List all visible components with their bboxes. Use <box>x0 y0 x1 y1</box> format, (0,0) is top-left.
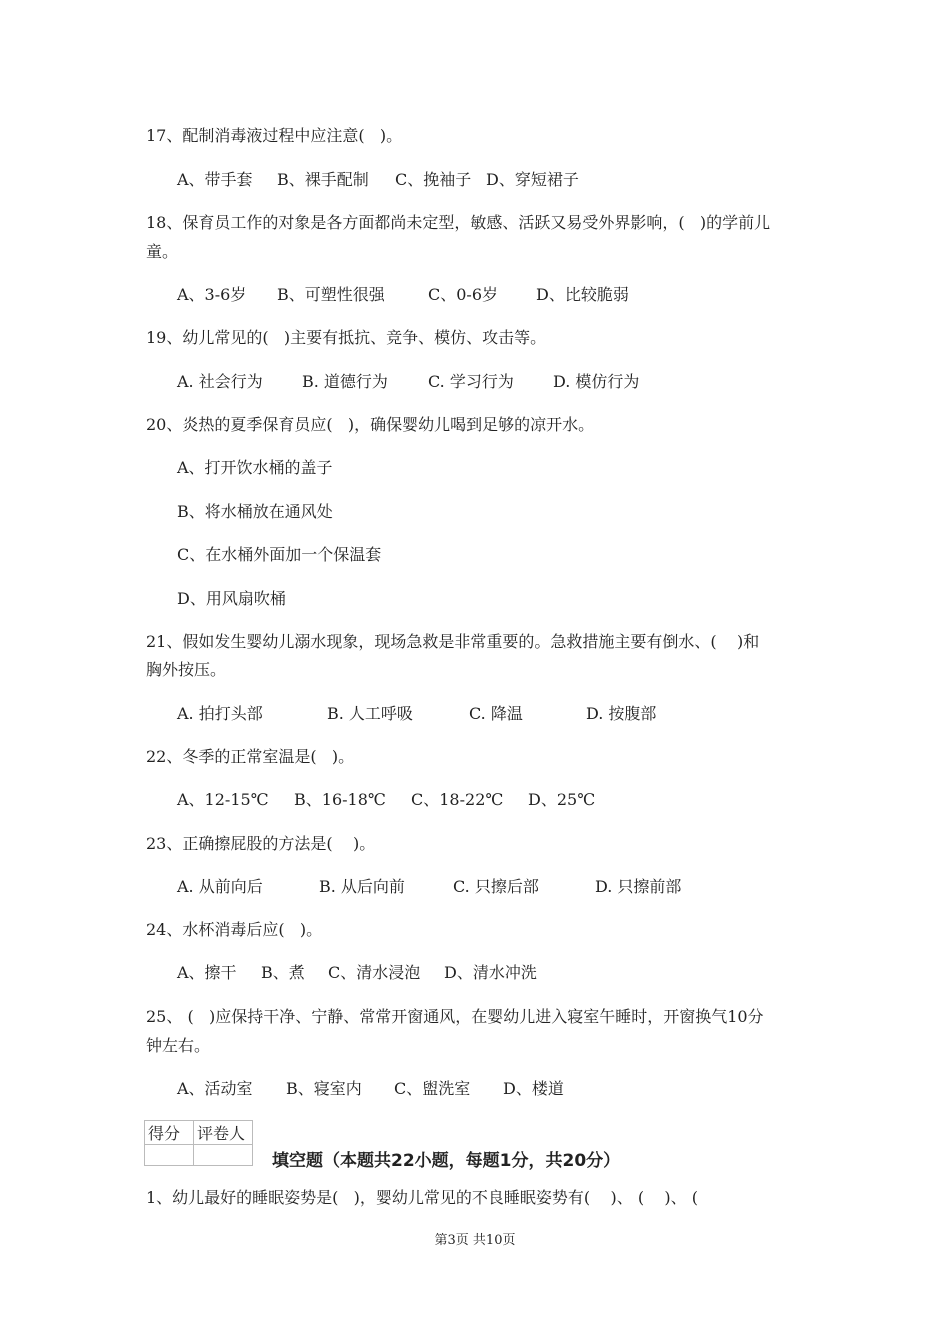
q24-stem: 24、水杯消毒后应( )。 <box>146 920 323 939</box>
q20-option-b: B、将水桶放在通风处 <box>177 502 333 521</box>
q21-option-c: C. 降温 <box>469 704 523 723</box>
section-title: 填空题（本题共22小题，每题1分，共20分） <box>272 1151 621 1171</box>
q21-option-d: D. 按腹部 <box>586 704 657 723</box>
q25-stem-line2: 钟左右。 <box>146 1036 211 1055</box>
q19-option-c: C. 学习行为 <box>428 372 514 391</box>
score-label: 得分 <box>145 1121 194 1145</box>
q25-stem-line1: 25、 ( )应保持干净、宁静、常常开窗通风，在婴幼儿进入寝室午睡时，开窗换气10分 <box>146 1007 764 1026</box>
q22-stem: 22、冬季的正常室温是( )。 <box>146 747 355 766</box>
q18-stem-line2: 童。 <box>146 242 179 261</box>
q18-stem-line1: 18、保育员工作的对象是各方面都尚未定型，敏感、活跃又易受外界影响，( )的学前儿 <box>146 213 771 232</box>
q21-option-a: A. 拍打头部 <box>177 704 263 723</box>
q25-option-c: C、盥洗室 <box>394 1079 471 1098</box>
q17-stem: 17、配制消毒液过程中应注意( )。 <box>146 126 403 145</box>
q23-option-b: B. 从后向前 <box>319 877 405 896</box>
q20-option-c: C、在水桶外面加一个保温套 <box>177 545 382 564</box>
q20-option-d: D、用风扇吹桶 <box>177 589 286 608</box>
q22-option-c: C、18-22℃ <box>411 790 504 809</box>
q21-option-b: B. 人工呼吸 <box>327 704 413 723</box>
q18-option-b: B、可塑性很强 <box>277 285 385 304</box>
q18-option-c: C、0-6岁 <box>428 285 499 304</box>
score-box <box>144 1120 253 1166</box>
q21-stem-line2: 胸外按压。 <box>146 660 227 679</box>
grader-label: 评卷人 <box>194 1121 253 1145</box>
q19-option-d: D. 模仿行为 <box>553 372 640 391</box>
q18-option-d: D、比较脆弱 <box>536 285 629 304</box>
q20-option-a: A、打开饮水桶的盖子 <box>177 458 333 477</box>
q17-option-a: A、带手套 <box>177 170 253 189</box>
q24-option-b: B、煮 <box>261 963 305 982</box>
q20-stem: 20、炎热的夏季保育员应( )，确保婴幼儿喝到足够的凉开水。 <box>146 415 595 434</box>
q24-option-a: A、擦干 <box>177 963 237 982</box>
q19-stem: 19、幼儿常见的( )主要有抵抗、竞争、模仿、攻击等。 <box>146 328 547 347</box>
q19-option-a: A. 社会行为 <box>177 372 263 391</box>
q25-option-a: A、活动室 <box>177 1079 253 1098</box>
q19-option-b: B. 道德行为 <box>302 372 388 391</box>
q22-option-b: B、16-18℃ <box>294 790 386 809</box>
q23-stem: 23、正确擦屁股的方法是( )。 <box>146 834 376 853</box>
grader-cell <box>194 1145 253 1166</box>
q22-option-a: A、12-15℃ <box>177 790 269 809</box>
q24-option-c: C、清水浸泡 <box>328 963 421 982</box>
q18-option-a: A、3-6岁 <box>177 285 247 304</box>
q17-option-c: C、挽袖子 <box>395 170 472 189</box>
score-cell <box>145 1145 194 1166</box>
q17-option-b: B、裸手配制 <box>277 170 369 189</box>
q25-option-b: B、寝室内 <box>286 1079 362 1098</box>
q24-option-d: D、清水冲洗 <box>444 963 537 982</box>
q21-stem-line1: 21、假如发生婴幼儿溺水现象，现场急救是非常重要的。急救措施主要有倒水、( )和 <box>146 632 760 651</box>
q22-option-d: D、25℃ <box>528 790 596 809</box>
q23-option-d: D. 只擦前部 <box>595 877 682 896</box>
q17-option-d: D、穿短裙子 <box>486 170 579 189</box>
q23-option-c: C. 只擦后部 <box>453 877 539 896</box>
q23-option-a: A. 从前向后 <box>177 877 263 896</box>
q25-option-d: D、楼道 <box>503 1079 564 1098</box>
page-footer: 第3页 共10页 <box>434 1233 516 1248</box>
fill-q1-stem: 1、幼儿最好的睡眠姿势是( )，婴幼儿常见的不良睡眠姿势有( )、 ( )、 ( <box>146 1188 698 1207</box>
